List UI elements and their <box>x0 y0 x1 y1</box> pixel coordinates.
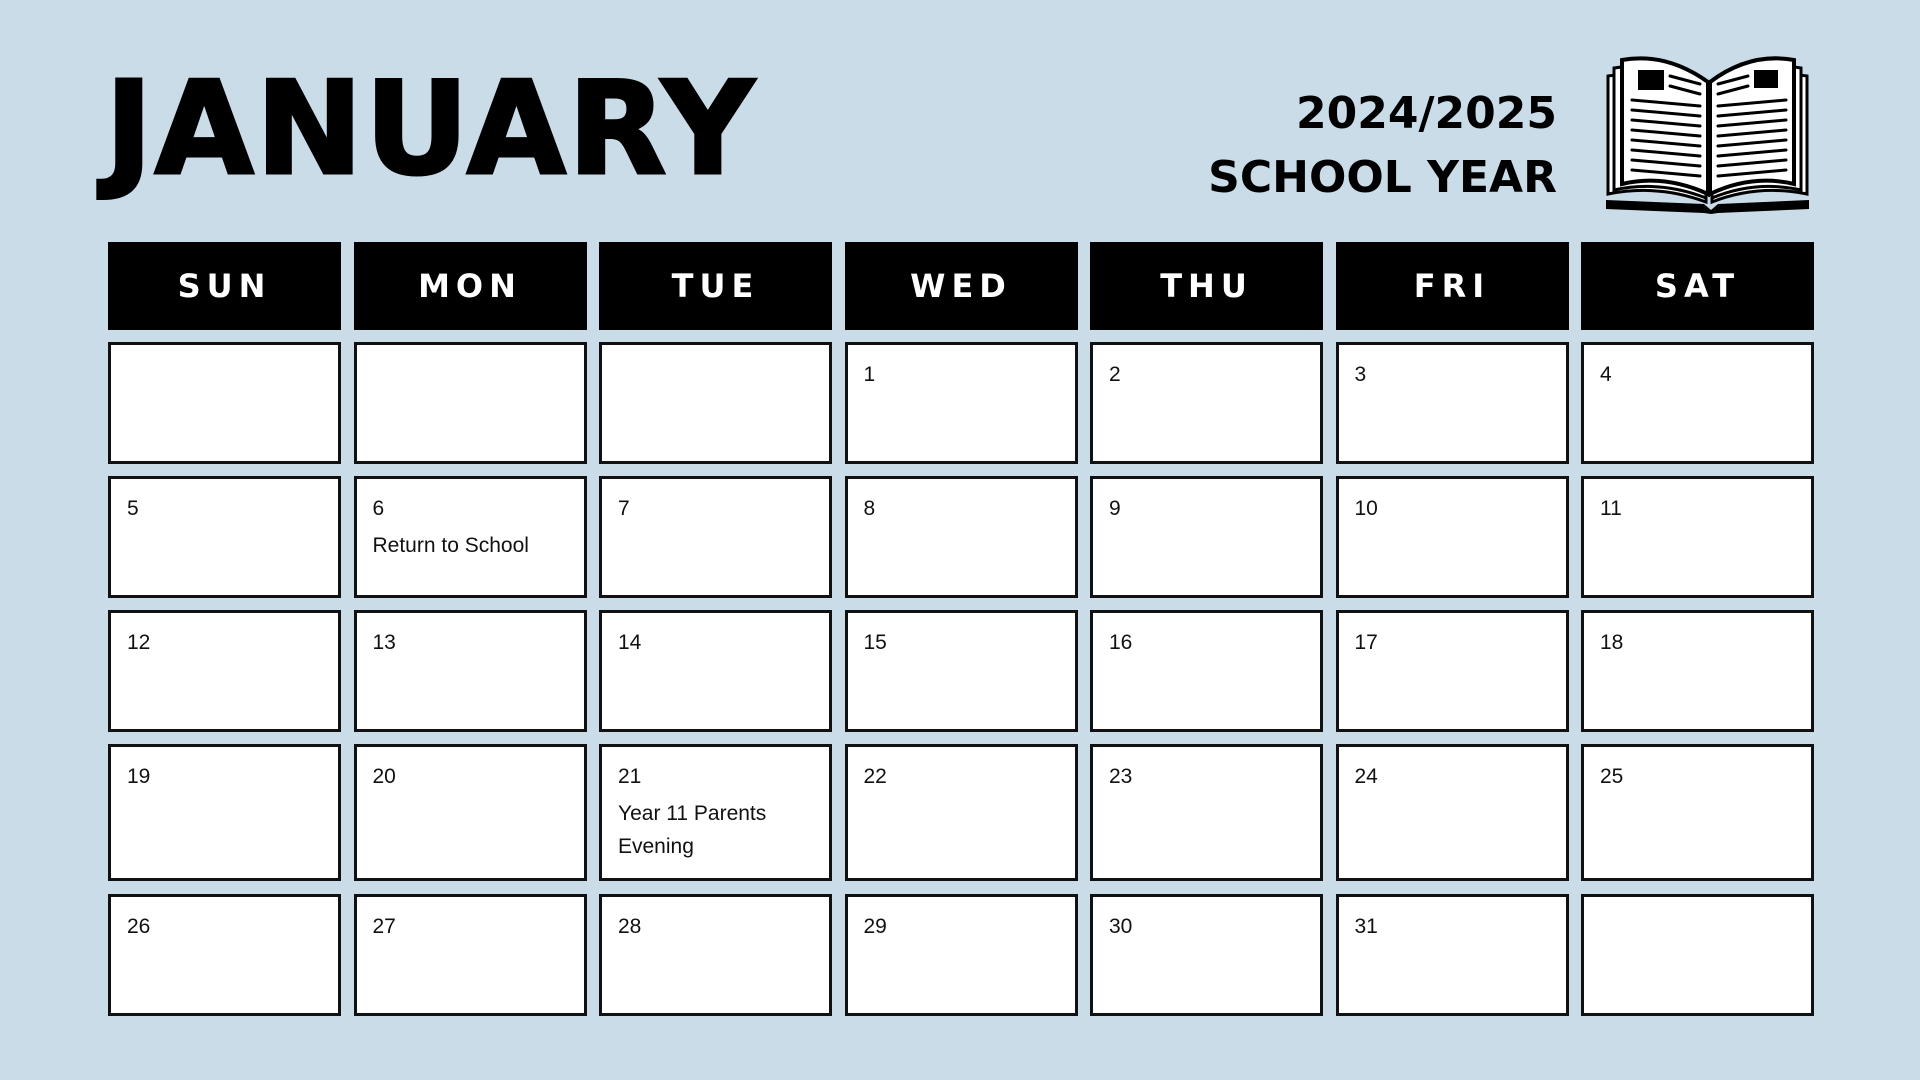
day-cell <box>354 476 587 598</box>
day-number: 15 <box>863 631 887 654</box>
day-number: 11 <box>1600 497 1622 520</box>
day-number: 31 <box>1354 915 1378 938</box>
day-event: Year 11 Parents Evening <box>618 802 767 858</box>
day-cell <box>845 744 1078 881</box>
day-cell <box>108 894 341 1016</box>
day-cell <box>845 894 1078 1016</box>
day-cell <box>1336 894 1569 1016</box>
day-number: 20 <box>372 765 396 788</box>
school-year-caption: SCHOOL YEAR <box>1208 152 1557 203</box>
day-cell <box>845 476 1078 598</box>
day-number: 7 <box>618 497 630 520</box>
weekday-header-sun: SUN <box>108 242 341 330</box>
day-number: 19 <box>127 765 151 788</box>
day-cell <box>108 744 341 881</box>
weekday-header-wed: WED <box>845 242 1078 330</box>
day-number: 26 <box>127 915 151 938</box>
weekday-header-mon: MON <box>354 242 587 330</box>
day-cell <box>1090 894 1323 1016</box>
day-cell <box>599 744 832 881</box>
day-cell <box>599 610 832 732</box>
day-number: 17 <box>1354 631 1378 654</box>
day-number: 1 <box>863 363 876 386</box>
day-number: 29 <box>863 915 887 938</box>
weekday-header-sat: SAT <box>1581 242 1814 330</box>
day-number: 12 <box>127 631 151 654</box>
day-cell <box>845 610 1078 732</box>
day-cell <box>599 894 832 1016</box>
day-cell <box>1090 476 1323 598</box>
day-cell <box>1581 476 1814 598</box>
day-number: 28 <box>618 915 642 938</box>
day-number: 3 <box>1354 363 1367 386</box>
day-number: 25 <box>1600 765 1624 788</box>
day-cell <box>1090 744 1323 881</box>
day-cell <box>1336 744 1569 881</box>
day-cell <box>108 342 341 464</box>
day-number: 8 <box>863 497 876 520</box>
day-cell <box>354 894 587 1016</box>
day-number: 23 <box>1109 765 1133 788</box>
day-number: 18 <box>1600 631 1624 654</box>
day-number: 4 <box>1600 363 1612 386</box>
day-number: 16 <box>1109 631 1133 654</box>
day-cell <box>354 342 587 464</box>
day-cell <box>108 476 341 598</box>
day-cell <box>354 610 587 732</box>
day-cell <box>108 610 341 732</box>
day-event: Return to School <box>372 534 529 557</box>
day-number: 6 <box>372 497 385 520</box>
day-cell <box>354 744 587 881</box>
day-cell <box>1581 610 1814 732</box>
month-title: JANUARY <box>105 55 757 204</box>
day-number: 10 <box>1354 497 1378 520</box>
day-cell <box>1581 744 1814 881</box>
day-number: 2 <box>1109 363 1121 386</box>
day-number: 9 <box>1109 497 1121 520</box>
calendar-grid <box>108 242 1812 1028</box>
school-year-range: 2024/2025 <box>1296 88 1557 139</box>
day-cell <box>1581 342 1814 464</box>
day-cell <box>1336 610 1569 732</box>
school-year-label <box>1208 82 1557 210</box>
day-number: 21 <box>618 765 642 788</box>
day-number: 30 <box>1109 915 1133 938</box>
day-number: 22 <box>863 765 887 788</box>
day-number: 27 <box>372 915 396 938</box>
day-cell <box>1090 342 1323 464</box>
day-number: 13 <box>372 631 396 654</box>
day-cell <box>1581 894 1814 1016</box>
day-cell <box>599 342 832 464</box>
day-cell <box>1090 610 1323 732</box>
day-number: 5 <box>127 497 139 520</box>
weekday-header-thu: THU <box>1090 242 1323 330</box>
weekday-header-fri: FRI <box>1336 242 1569 330</box>
open-book-icon <box>1600 54 1815 214</box>
day-cell <box>845 342 1078 464</box>
day-number: 24 <box>1354 765 1378 788</box>
day-cell <box>1336 342 1569 464</box>
weekday-header-tue: TUE <box>599 242 832 330</box>
day-cell <box>599 476 832 598</box>
day-cell <box>1336 476 1569 598</box>
day-number: 14 <box>618 631 642 654</box>
